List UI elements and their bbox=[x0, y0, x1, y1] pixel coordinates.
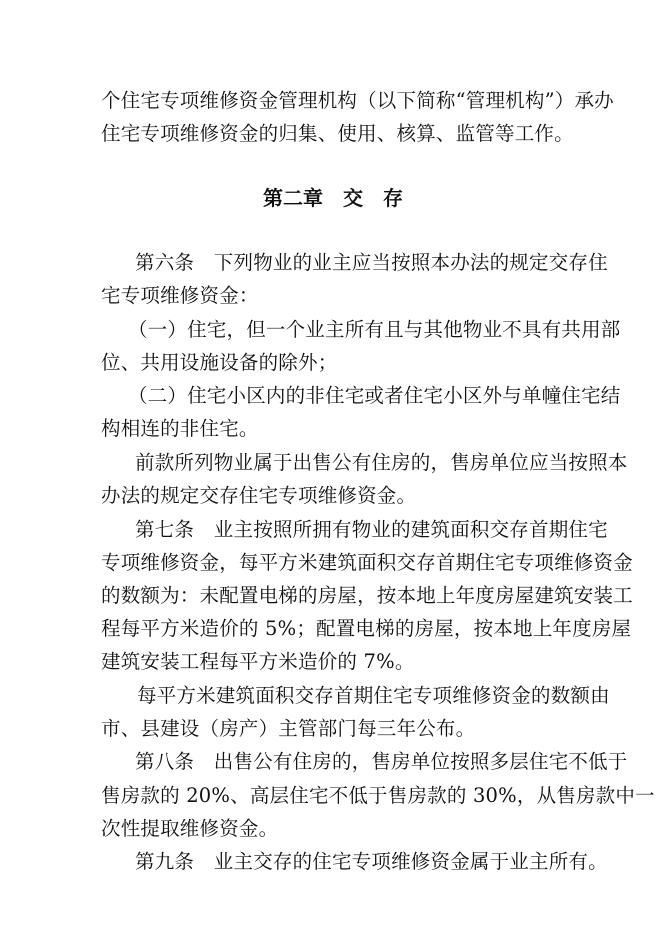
text-line: 的数额为：未配置电梯的房屋，按本地上年度房屋建筑安装工 bbox=[101, 584, 633, 607]
article-6-line: 第六条 下列物业的业主应当按照本办法的规定交存住 bbox=[135, 251, 608, 274]
text-line: 程每平方米造价的 5%；配置电梯的房屋，按本地上年度房屋 bbox=[101, 617, 632, 640]
text-line: 售房款的 20%、高层住宅不低于售房款的 30%，从售房款中一 bbox=[101, 784, 655, 807]
text-line: 构相连的非住宅。 bbox=[101, 417, 259, 440]
text-line: 市、县建设（房产）主管部门每三年公布。 bbox=[101, 717, 476, 740]
clause-2-line: （二）住宅小区内的非住宅或者住宅小区外与单幢住宅结 bbox=[128, 384, 621, 407]
article-8-line: 第八条 出售公有住房的，售房单位按照多层住宅不低于 bbox=[135, 750, 628, 773]
paragraph-line: 每平方米建筑面积交存首期住宅专项维修资金的数额由 bbox=[137, 684, 610, 707]
text-line: 住宅专项维修资金的归集、使用、核算、监管等工作。 bbox=[101, 122, 574, 145]
text-line: 宅专项维修资金： bbox=[101, 284, 259, 307]
text-line: 专项维修资金，每平方米建筑面积交存首期住宅专项维修资金 bbox=[101, 551, 633, 574]
text-line: 位、共用设施设备的除外； bbox=[101, 351, 338, 374]
text-line: 建筑安装工程每平方米造价的 7%。 bbox=[101, 650, 415, 673]
text-line: 次性提取维修资金。 bbox=[101, 817, 279, 840]
paragraph-line: 前款所列物业属于出售公有住房的，售房单位应当按照本 bbox=[135, 451, 628, 474]
article-7-line: 第七条 业主按照所拥有物业的建筑面积交存首期住宅 bbox=[135, 518, 608, 541]
text-line: 个住宅专项维修资金管理机构（以下简称“管理机构”）承办 bbox=[101, 89, 614, 112]
article-9-line: 第九条 业主交存的住宅专项维修资金属于业主所有。 bbox=[135, 850, 608, 873]
text-line: 办法的规定交存住宅专项维修资金。 bbox=[101, 484, 417, 507]
clause-1-line: （一）住宅，但一个业主所有且与其他物业不具有共用部 bbox=[128, 318, 621, 341]
chapter-heading: 第二章 交 存 bbox=[263, 186, 403, 210]
